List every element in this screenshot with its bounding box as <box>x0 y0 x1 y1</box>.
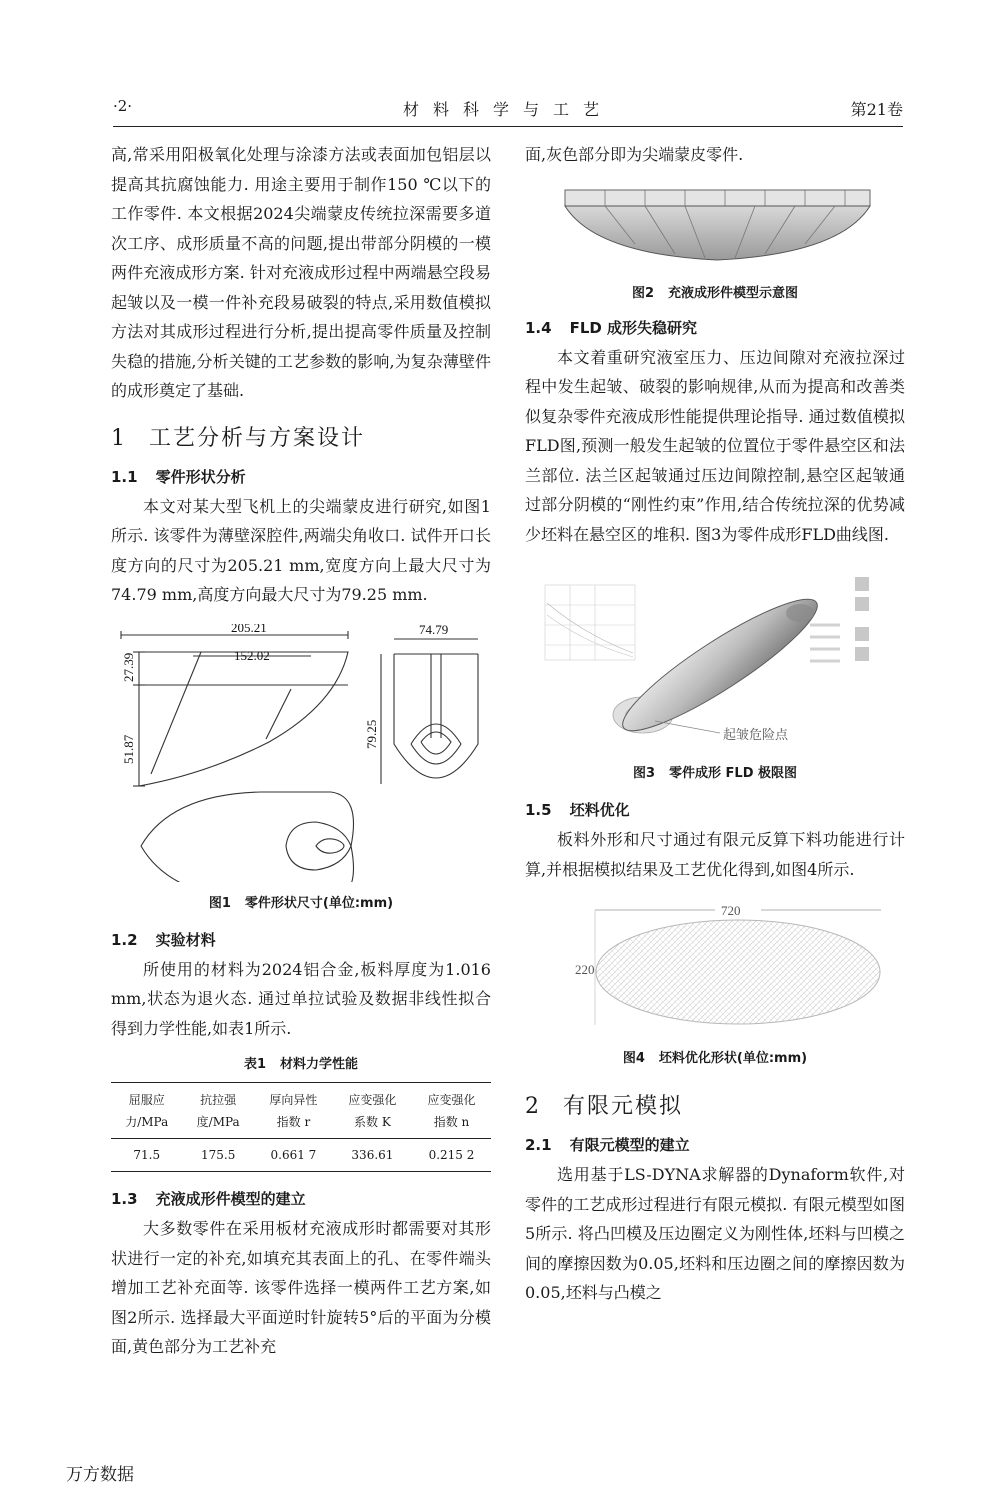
figure-3-caption <box>525 762 905 781</box>
table-header-row <box>111 1083 491 1139</box>
subsection-number: 1.5 <box>525 801 552 819</box>
paragraph-1-2: 所使用的材料为2024铝合金,板料厚度为1.016 mm,状态为退火态. 通过单拉试验及数据非线性拟合得到力学性能,如表1所示. <box>111 959 491 1038</box>
subsection-title: 有限元模型的建立 <box>569 1136 690 1154</box>
caption-number: 表1 <box>243 1057 267 1072</box>
figure-2-model <box>525 184 905 274</box>
dim-width: 74.79 <box>419 623 449 637</box>
dim-height: 79.25 <box>364 719 379 749</box>
section-number: 2 <box>525 1094 541 1119</box>
section-title: 有限元模拟 <box>563 1094 684 1119</box>
section-1-4-heading <box>525 317 905 339</box>
table-row <box>111 1139 491 1172</box>
material-properties-table <box>111 1082 491 1172</box>
right-column <box>525 140 905 1308</box>
subsection-title: 充液成形件模型的建立 <box>155 1190 306 1208</box>
dim-inner-length: 152.02 <box>234 647 270 663</box>
journal-title: 材料科学与工艺 <box>402 100 613 119</box>
cell-yield: 71.5 <box>133 1148 161 1162</box>
paragraph-1-4: 本文着重研究液室压力、压边间隙对充液拉深过程中发生起皱、破裂的影响规律,从而为提高和改善类似复杂零件充液成形性能提供理论指导. 通过数值模拟FLD图,预测一般发生起皱的位置位于零件悬空区和法兰部位. 法兰区起皱通过压边间隙控制,悬空区起皱通过部分阴模的“刚性约束”作用,结合传统拉深的优势减少坯料在悬空区的堆积. 图3为零件成形FLD曲线图. <box>525 347 905 544</box>
paragraph-1-1: 本文对某大型飞机上的尖端蒙皮进行研究,如图1所示. 该零件为薄壁深腔件,两端尖角收口. 试件开口长度方向的尺寸为205.21 mm,宽度方向上最大尺寸为74.79 mm,高度方向最大尺寸为79.25 mm. <box>111 496 491 604</box>
paragraph-continuation: 面,灰色部分即为尖端蒙皮零件. <box>525 145 744 164</box>
caption-number: 图2 <box>631 285 655 301</box>
cell-n: 0.215 2 <box>428 1148 475 1162</box>
subsection-number: 1.3 <box>111 1190 138 1208</box>
paragraph-2-1: 选用基于LS-DYNA求解器的Dynaform软件,对零件的工艺成形过程进行有限元模拟. 有限元模型如图5所示. 将凸凹模及压边圈定义为刚性体,坯料与凹模之间的摩擦因数为0.05,坯料和压边圈之间的摩擦因数为0.05,坯料与凸模之 <box>525 1165 905 1302</box>
cell-r: 0.661 7 <box>270 1148 317 1162</box>
figure-1-caption <box>111 892 491 911</box>
subsection-title: 零件形状分析 <box>155 467 246 486</box>
left-column <box>111 140 491 1362</box>
paragraph-1-5: 板料外形和尺寸通过有限元反算下料功能进行计算,并根据模拟结果及工艺优化得到,如图4所示. <box>525 830 905 879</box>
caption-number: 图4 <box>622 1051 645 1066</box>
figure-4-blank <box>525 900 905 1035</box>
section-2-1-heading <box>525 1134 905 1156</box>
source-watermark: 万方数据 <box>66 1465 134 1485</box>
wrinkle-risk-annotation: 起皱危险点 <box>723 727 789 742</box>
header-n: 应变强化 指数 n <box>427 1093 476 1129</box>
header-r: 厚向异性 指数 r <box>269 1093 318 1129</box>
header-yield: 屈服应 力/MPa <box>125 1093 169 1129</box>
subsection-number: 1.4 <box>525 318 552 337</box>
caption-number: 图3 <box>632 766 656 781</box>
caption-text: 充液成形件模型示意图 <box>668 285 799 301</box>
figure-1-drawing <box>111 624 491 882</box>
subsection-number: 1.1 <box>111 467 138 486</box>
table-1-caption <box>111 1053 491 1072</box>
cell-tensile: 175.5 <box>201 1148 236 1162</box>
figure-2-caption <box>525 282 905 301</box>
subsection-number: 1.2 <box>111 930 138 949</box>
section-1-2-heading <box>111 929 491 951</box>
caption-text: 坯料优化形状(单位:mm) <box>658 1051 808 1066</box>
section-1-3-heading <box>111 1188 491 1210</box>
header-tensile: 抗拉强 度/MPa <box>196 1093 240 1129</box>
intro-continuation: 高,常采用阳极氧化处理与涂漆方法或表面加包铝层以提高其抗腐蚀能力. 用途主要用于制作150 ℃以下的工作零件. 本文根据2024尖端蒙皮传统拉深需要多道次工序、成形质量不高的问题,提出带部分阴模的一模两件充液成形方案. 针对充液成形过程中两端悬空段易起皱以及一模一件补充段易破裂的特点,采用数值模拟方法对其成形过程进行分析,提出提高零件质量及控制失稳的措施,分析关键的工艺参数的影响,为复杂薄壁件的成形奠定了基础. <box>111 145 491 400</box>
running-header <box>113 97 903 127</box>
section-1-5-heading <box>525 799 905 821</box>
figure-3-fld <box>525 565 905 750</box>
section-number: 1 <box>111 425 127 451</box>
page-number: ·2· <box>113 97 133 115</box>
paragraph-1-3: 大多数零件在采用板材充液成形时都需要对其形状进行一定的补充,如填充其表面上的孔、在零件端头增加工艺补充面等. 该零件选择一模两件工艺方案,如图2所示. 选择最大平面逆时针旋转5°后的平面为分模面,黄色部分为工艺补充 <box>111 1219 491 1356</box>
cell-k: 336.61 <box>351 1148 394 1162</box>
section-1-heading <box>111 424 491 454</box>
section-1-1-heading <box>111 466 491 488</box>
subsection-number: 2.1 <box>525 1136 552 1154</box>
subsection-title: FLD 成形失稳研究 <box>569 318 698 337</box>
subsection-title: 坯料优化 <box>569 801 630 819</box>
blank-height-label: 220 <box>575 962 595 977</box>
section-title: 工艺分析与方案设计 <box>149 425 366 451</box>
subsection-title: 实验材料 <box>155 930 216 949</box>
caption-text: 零件形状尺寸(单位:mm) <box>244 895 394 911</box>
dim-upper-height: 27.39 <box>121 652 136 682</box>
caption-number: 图1 <box>208 895 231 911</box>
dim-length: 205.21 <box>231 623 267 635</box>
blank-width-label: 720 <box>721 903 741 918</box>
section-2-heading <box>525 1092 905 1122</box>
header-k: 应变强化 系数 K <box>348 1093 397 1129</box>
caption-text: 零件成形 FLD 极限图 <box>669 766 798 781</box>
figure-4-caption <box>525 1047 905 1066</box>
volume-label: 第21卷 <box>850 100 903 119</box>
caption-text: 材料力学性能 <box>280 1057 359 1072</box>
dim-lower-height: 51.87 <box>121 734 136 764</box>
